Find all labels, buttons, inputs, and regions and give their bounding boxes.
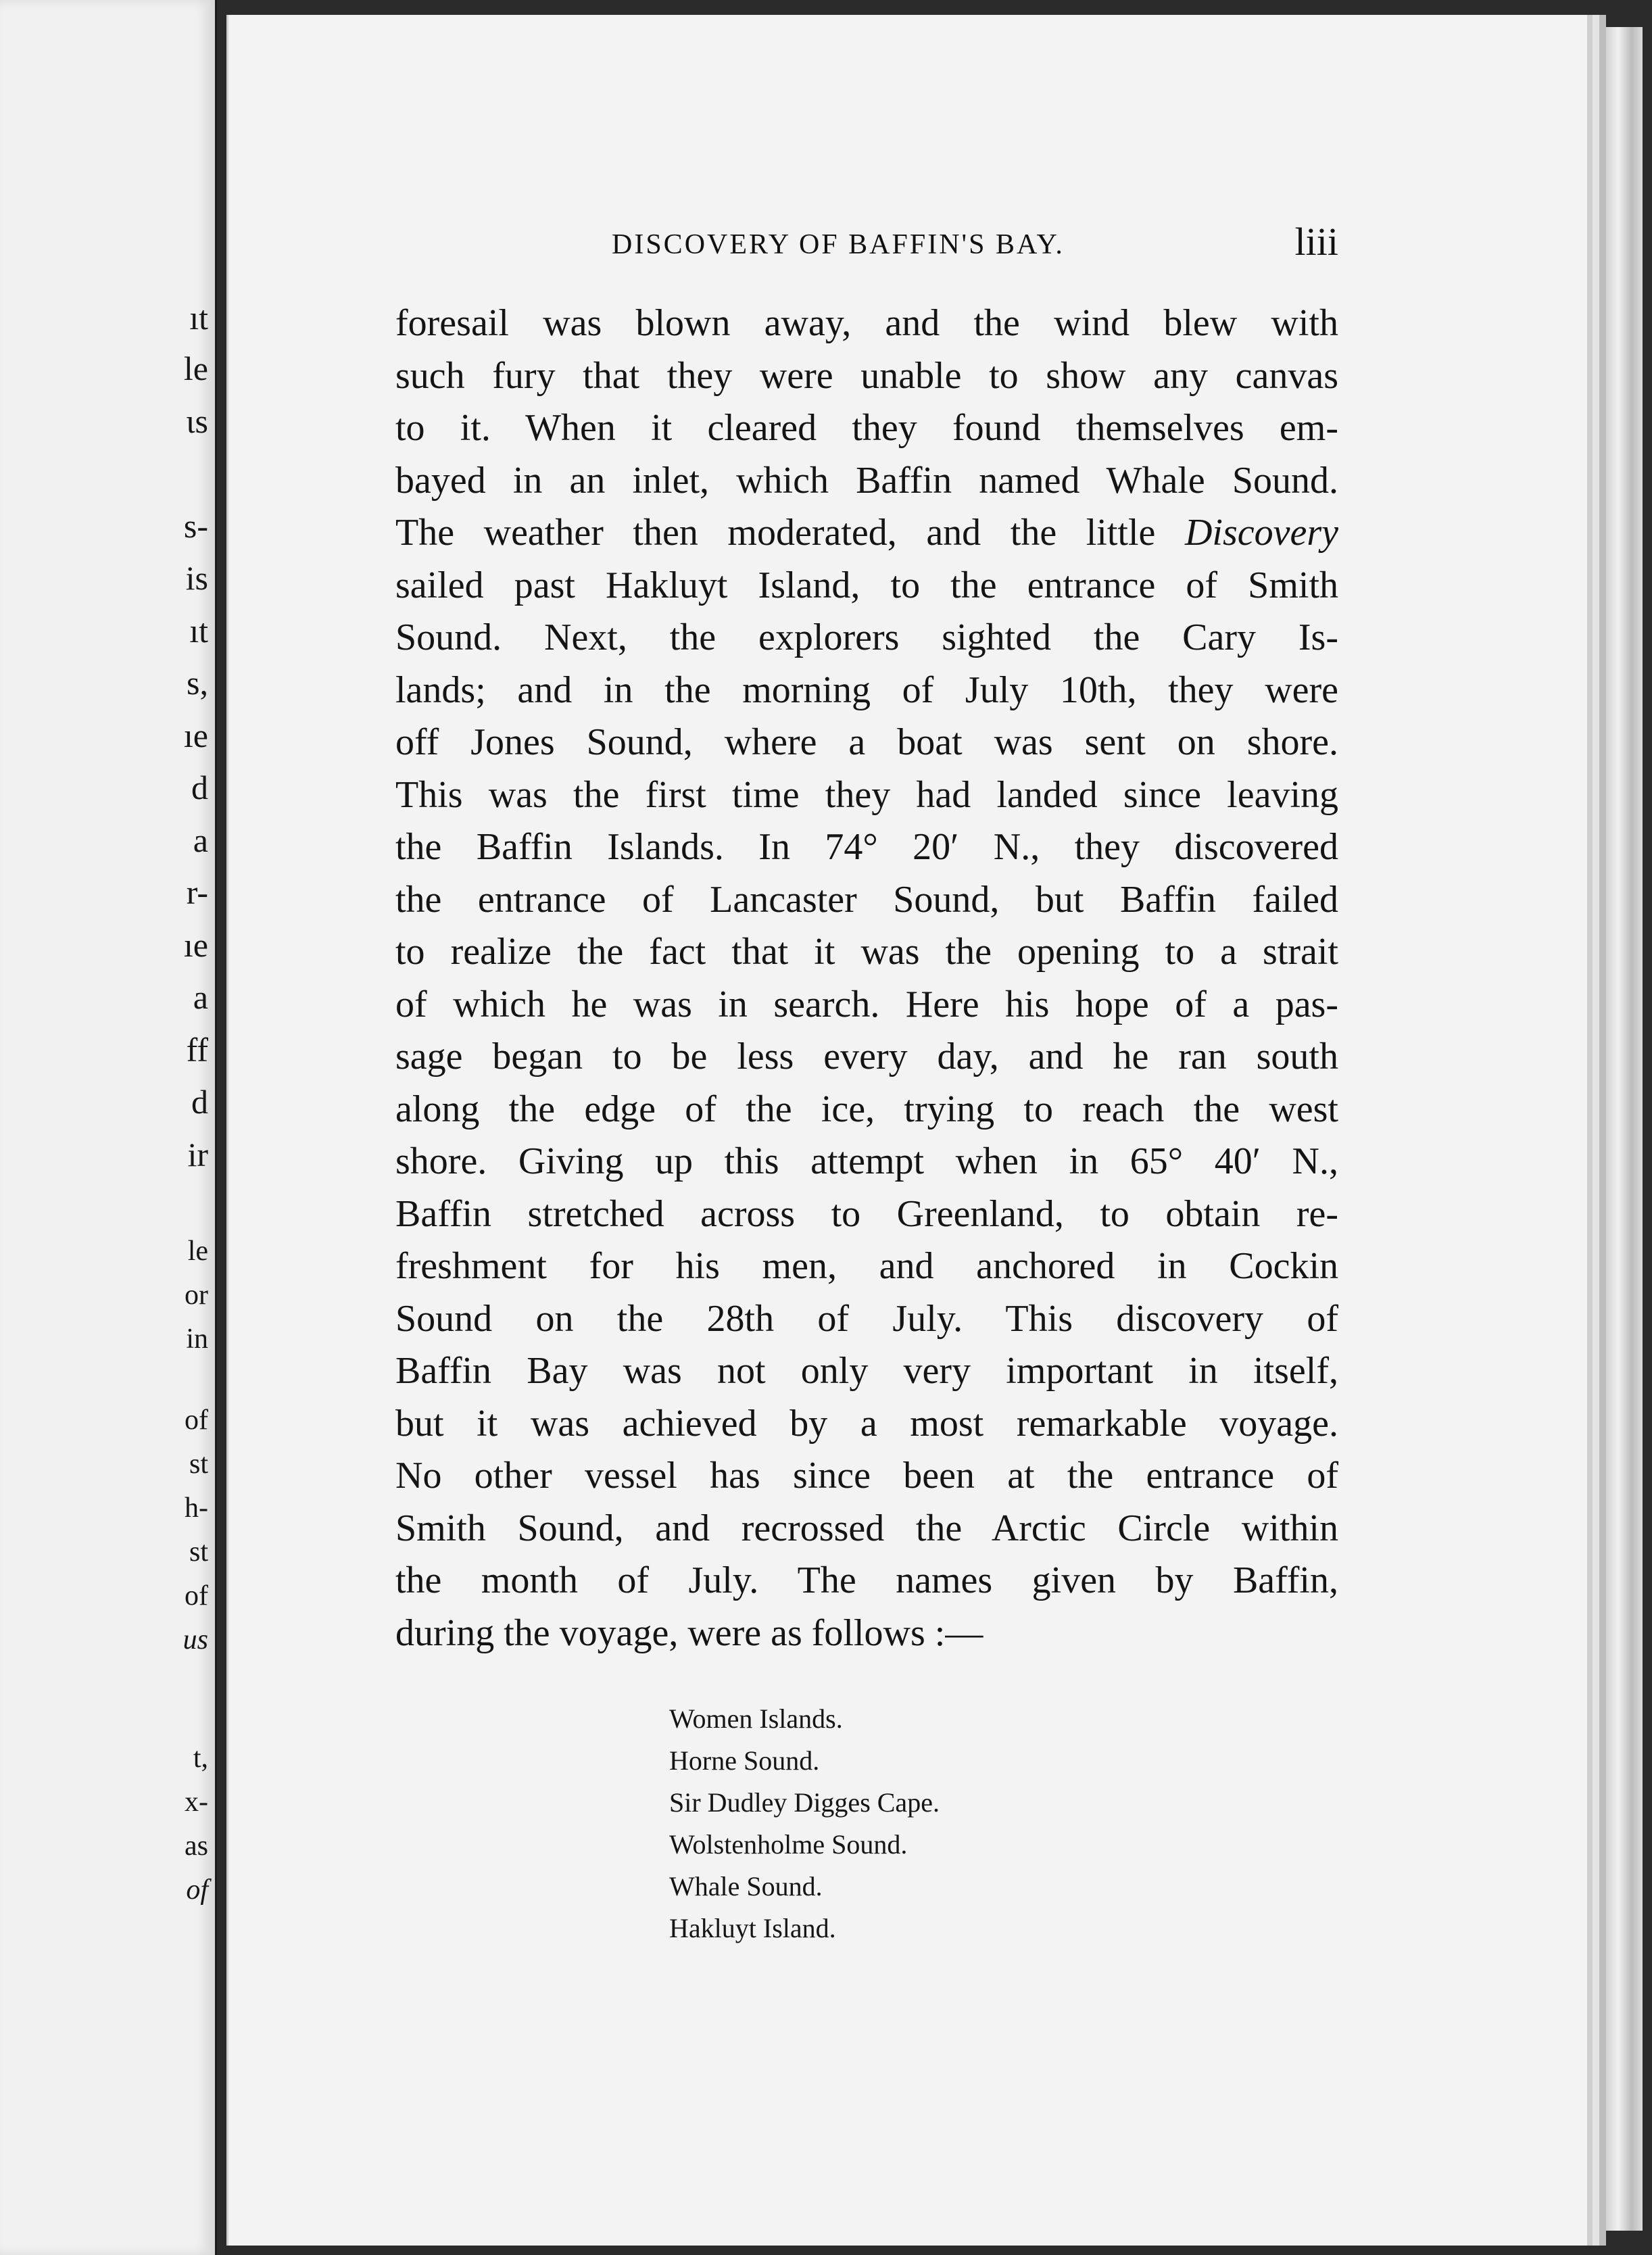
text-line: lands; and in the morning of July 10th, they were	[395, 669, 1338, 711]
list-item: Sir Dudley Digges Cape.	[669, 1787, 940, 1818]
text-line: shore. Giving up this attempt when in 65° 40′ N.,	[395, 1140, 1338, 1182]
text-line: such fury that they were unable to show any canvas	[395, 354, 1338, 397]
names-list	[669, 1698, 940, 1949]
text-line: to realize the fact that it was the opening to a strait	[395, 931, 1338, 973]
fragment: ff	[186, 1031, 208, 1069]
fragment: st	[189, 1536, 208, 1568]
text-line: sage began to be less every day, and he ran south	[395, 1036, 1338, 1077]
fragment: ir	[187, 1136, 208, 1173]
fragment: s-	[183, 507, 208, 545]
fragment: st	[189, 1449, 208, 1480]
text-line: Sound on the 28th of July. This discovery of	[395, 1297, 1338, 1340]
previous-page	[0, 0, 217, 2255]
page-edge-stack	[1588, 27, 1643, 2231]
fragment: of	[186, 1874, 208, 1906]
text-line: but it was achieved by a most remarkable voyage.	[395, 1402, 1338, 1445]
text-line: off Jones Sound, where a boat was sent on shore.	[395, 721, 1338, 763]
fragment: ıe	[183, 926, 208, 964]
fragment: a	[193, 821, 208, 859]
text-line: during the voyage, were as follows :—	[395, 1611, 983, 1654]
fragment: as	[185, 1830, 208, 1862]
running-head: DISCOVERY OF BAFFIN'S BAY.	[612, 229, 1065, 260]
text-line: This was the first time they had landed since leaving	[395, 773, 1338, 816]
fragment: s,	[187, 664, 208, 702]
text-line: Smith Sound, and recrossed the Arctic Circle within	[395, 1507, 1338, 1549]
fragment: a	[193, 978, 208, 1016]
text-line: foresail was blown away, and the wind blew with	[395, 302, 1338, 344]
fragment: of	[185, 1405, 208, 1436]
list-item: Horne Sound.	[669, 1745, 820, 1776]
fragment: x-	[185, 1787, 208, 1818]
body-text	[395, 297, 1338, 1659]
text-line: sailed past Hakluyt Island, to the entrance of Smith	[395, 564, 1338, 606]
fragment: d	[191, 1083, 208, 1121]
fragment: h-	[185, 1493, 208, 1524]
fragment: us	[183, 1624, 208, 1655]
list-item: Women Islands.	[669, 1703, 843, 1734]
list-item: Whale Sound.	[669, 1871, 823, 1901]
fragment: is	[185, 559, 208, 597]
fragment: of	[185, 1580, 208, 1611]
text-line: No other vessel has since been at the entrance of	[395, 1455, 1338, 1497]
text-line: freshment for his men, and anchored in Cockin	[395, 1245, 1338, 1287]
ship-name: Discovery	[1184, 512, 1338, 554]
fragment: ıt	[189, 299, 208, 337]
text-line: to it. When it cleared they found themselves em-	[395, 407, 1338, 449]
fragment: or	[185, 1280, 208, 1311]
text-line: Baffin stretched across to Greenland, to obtain re-	[395, 1192, 1338, 1235]
fragment: le	[183, 349, 208, 387]
fragment: t,	[193, 1743, 208, 1774]
fragment: r-	[186, 873, 208, 911]
text-line: The weather then moderated, and the little Discovery	[395, 512, 1338, 554]
fragment: ɩs	[186, 402, 208, 440]
page-header	[389, 220, 1338, 272]
list-item: Hakluyt Island.	[669, 1913, 836, 1943]
text-line: Sound. Next, the explorers sighted the Cary Is-	[395, 616, 1338, 658]
list-item: Wolstenholme Sound.	[669, 1829, 908, 1860]
text-line: along the edge of the ice, trying to reach the west	[395, 1088, 1338, 1130]
fragment: ıt	[189, 612, 208, 650]
fragment: ıe	[183, 717, 208, 754]
fragment: le	[187, 1236, 208, 1267]
text-line: bayed in an inlet, which Baffin named Whale Sound.	[395, 459, 1338, 502]
fragment: in	[186, 1324, 208, 1355]
text-line: Baffin Bay was not only very important in itself,	[395, 1350, 1338, 1392]
fragment: d	[191, 769, 208, 806]
text-line: the Baffin Islands. In 74° 20′ N., they discovered	[395, 826, 1338, 868]
text-line: the month of July. The names given by Baffin,	[395, 1559, 1338, 1601]
text-line: of which he was in search. Here his hope of a pas-	[395, 983, 1338, 1025]
page-number: liii	[1294, 220, 1338, 264]
text-line: the entrance of Lancaster Sound, but Baffin failed	[395, 878, 1338, 921]
previous-page-line-endings	[127, 0, 208, 2255]
